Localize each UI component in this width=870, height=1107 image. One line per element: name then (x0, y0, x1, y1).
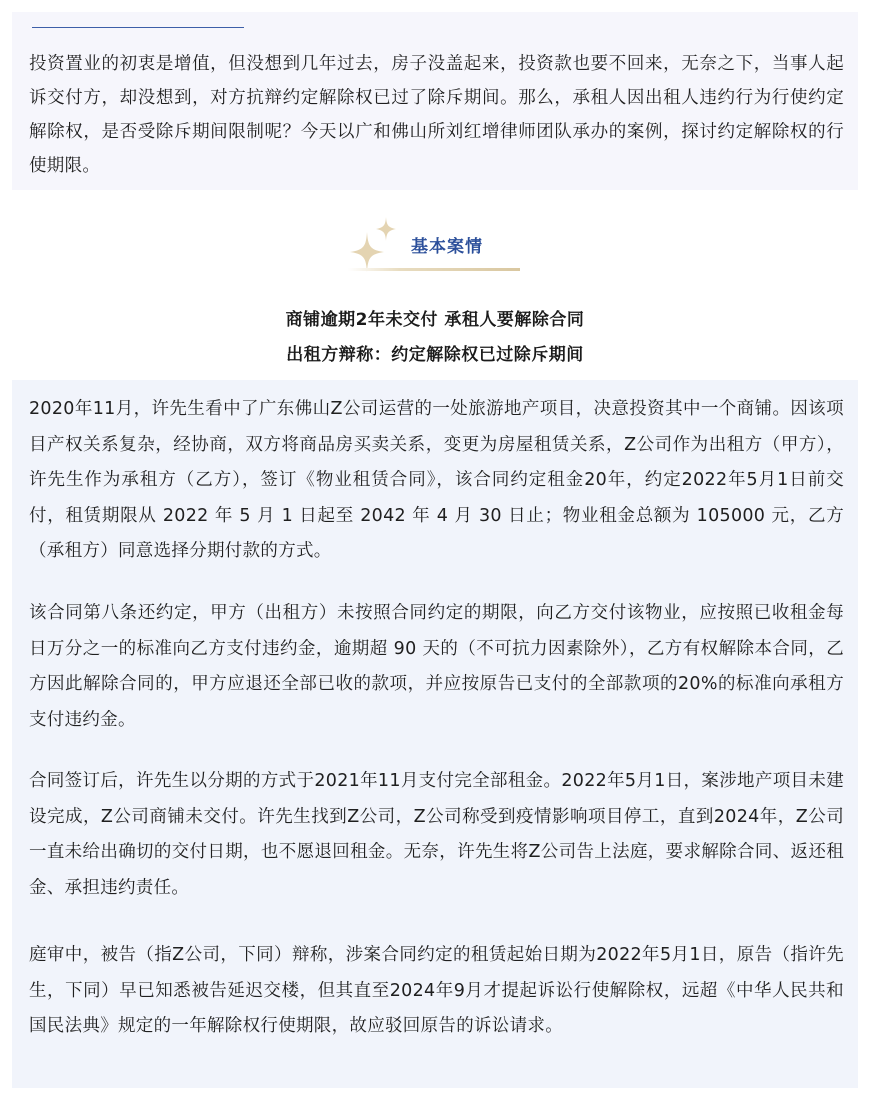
section-title: 基本案情 (411, 237, 483, 257)
intro-box (12, 12, 858, 190)
headline-line-2: 出租方辩称：约定解除权已过除斥期间 (286, 345, 584, 365)
section-header (348, 214, 528, 276)
case-paragraph: 庭审中，被告（指Z公司，下同）辩称，涉案合同约定的租赁起始日期为2022年5月1日，原告（指许先生，下同）早已知悉被告延迟交楼，但其直至2024年9月才提起诉讼行使解除权，远超《中华人民共和国民法典》规定的一年解除权行使期限，故应驳回原告的诉讼请求。 (29, 945, 844, 1036)
intro-paragraph: 投资置业的初衷是增值，但没想到几年过去，房子没盖起来，投资款也要不回来，无奈之下，当事人起诉交付方，却没想到，对方抗辩约定解除权已过了除斥期间。那么，承租人因出租人违约行为行使约定解除权，是否受除斥期间限制呢？今天以广和佛山所刘红增律师团队承办的案例，探讨约定解除权的行使期限。 (29, 54, 844, 176)
intro-divider (32, 27, 244, 28)
case-paragraph: 2020年11月，许先生看中了广东佛山Z公司运营的一处旅游地产项目，决意投资其中一个商铺。因该项目产权关系复杂，经协商，双方将商品房买卖关系，变更为房屋租赁关系，Z公司作为出租方（甲方），许先生作为承租方（乙方），签订《物业租赁合同》，该合同约定租金20年，约定2022年5月1日前交付，租赁期限从 2022 年 5 月 1 日起至 2042 年 4 月 30 日止；物业租金总额为 105000 元，乙方（承租方）同意选择分期付款的方式。 (29, 399, 844, 561)
sparkle-small-icon (376, 217, 396, 241)
case-paragraph: 合同签订后，许先生以分期的方式于2021年11月支付完全部租金。2022年5月1日，案涉地产项目未建设完成，Z公司商铺未交付。许先生找到Z公司，Z公司称受到疫情影响项目停工，直到2024年，Z公司一直未给出确切的交付日期，也不愿退回租金。无奈，许先生将Z公司告上法庭，要求解除合同、返还租金、承担违约责任。 (29, 771, 844, 898)
case-body (12, 380, 858, 1088)
section-underline (348, 268, 520, 271)
case-paragraph: 该合同第八条还约定，甲方（出租方）未按照合同约定的期限，向乙方交付该物业，应按照已收租金每日万分之一的标准向乙方支付违约金，逾期超 90 天的（不可抗力因素除外），乙方有权解除本合同，乙方因此解除合同的，甲方应退还全部已收的款项，并应按原告已支付的全部款项的20%的标准向承租方支付违约金。 (29, 603, 844, 730)
headline-line-1: 商铺逾期2年未交付 承租人要解除合同 (285, 310, 585, 330)
